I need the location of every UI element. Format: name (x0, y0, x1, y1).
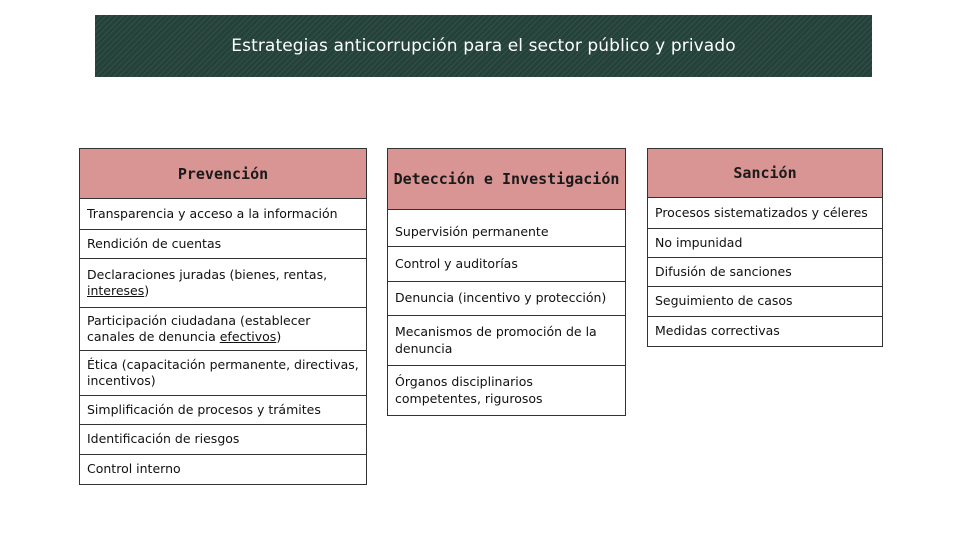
list-item: Procesos sistematizados y céleres (655, 204, 868, 220)
list-item: Control y auditorías (388, 246, 625, 281)
deteccion-list (387, 210, 626, 416)
list-item: Rendición de cuentas (80, 229, 366, 258)
title-banner (95, 15, 872, 77)
sancion-header: Sanción (647, 148, 883, 198)
sancion-list (647, 198, 883, 347)
list-item: Transparencia y acceso a la información (87, 205, 338, 221)
sancion-column (647, 148, 883, 347)
list-item: Difusión de sanciones (648, 257, 882, 286)
list-item: Control interno (80, 454, 366, 484)
list-item: No impunidad (648, 228, 882, 257)
deteccion-column (387, 148, 626, 416)
list-item: Ética (capacitación permanente, directivas, incentivos) (80, 350, 366, 395)
list-item: Mecanismos de promoción de la denuncia (388, 315, 625, 365)
list-item: Identificación de riesgos (80, 424, 366, 454)
prevencion-column (79, 148, 367, 485)
deteccion-header: Detección e Investigación (387, 148, 626, 210)
list-item: Participación ciudadana (establecer canales de denuncia efectivos) (80, 307, 366, 350)
page-title: Estrategias anticorrupción para el sector público y privado (231, 36, 736, 56)
list-item: Seguimiento de casos (648, 286, 882, 316)
list-item: Denuncia (incentivo y protección) (388, 281, 625, 315)
list-item: Medidas correctivas (648, 316, 882, 346)
list-item: Supervisión permanente (395, 223, 549, 239)
prevencion-list (79, 199, 367, 485)
list-item: Simplificación de procesos y trámites (80, 395, 366, 424)
list-item: Órganos disciplinarios competentes, rigurosos (388, 365, 625, 415)
list-item: Declaraciones juradas (bienes, rentas, intereses) (80, 258, 366, 307)
prevencion-header: Prevención (79, 148, 367, 199)
